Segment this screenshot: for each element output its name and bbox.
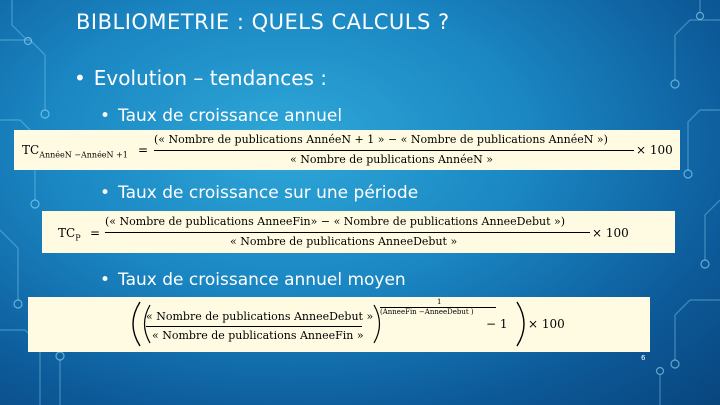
formula3-multiplier: × 100 — [528, 317, 565, 331]
formula1-lhs-subscript: AnnéeN −AnnéeN +1 — [39, 150, 128, 160]
formula1-equals: = — [138, 143, 149, 157]
bullet-evolution — [74, 66, 327, 90]
formula3-numerator: « Nombre de publications AnneeDebut » — [146, 310, 374, 323]
bullet-period-growth — [100, 183, 418, 203]
page-number: 6 — [641, 354, 646, 362]
formula2-lhs-main: TC — [58, 226, 76, 240]
formula1-numerator: (« Nombre de publications AnnéeN + 1 » − « Nombre de publications AnnéeN ») — [154, 133, 608, 146]
formula2-denominator: « Nombre de publications AnneeDebut » — [230, 235, 458, 248]
slide-title: BIBLIOMETRIE : QUELS CALCULS ? — [76, 10, 450, 34]
bullet-period-growth-text: Taux de croissance sur une période — [118, 183, 419, 203]
bullet-dot: • — [100, 183, 111, 203]
formula2-lhs-subscript: P — [75, 233, 81, 243]
bullet-evolution-text: Evolution – tendances : — [93, 66, 328, 90]
formula2-multiplier: × 100 — [592, 226, 629, 240]
bullet-dot: • — [100, 270, 111, 290]
bullet-dot: • — [74, 66, 86, 90]
formula2-lhs — [58, 226, 81, 242]
bullet-annual-growth — [100, 106, 342, 126]
formula3-exponent-denominator: (AnneeFin −AnneeDebut ) — [380, 308, 474, 316]
formula1-lhs — [22, 143, 128, 159]
formula-annual-growth — [14, 130, 680, 170]
formula1-multiplier: × 100 — [636, 143, 673, 157]
formula1-denominator: « Nombre de publications AnnéeN » — [290, 153, 493, 166]
bullet-dot: • — [100, 106, 111, 126]
formula-period-growth — [42, 211, 675, 253]
formula3-denominator: « Nombre de publications AnneeFin » — [152, 329, 364, 342]
formula-mean-annual-growth — [28, 297, 650, 352]
formula2-fraction-bar — [105, 232, 590, 233]
formula3-minus-one: − 1 — [486, 317, 508, 331]
formula3-exponent-numerator: 1 — [437, 298, 442, 306]
formula1-lhs-main: TC — [22, 143, 40, 157]
bullet-mean-annual-growth — [100, 270, 406, 290]
formula1-fraction-bar — [154, 150, 634, 151]
formula3-fraction-bar — [146, 326, 362, 327]
formula2-equals: = — [90, 226, 101, 240]
bullet-annual-growth-text: Taux de croissance annuel — [118, 106, 343, 126]
formula2-numerator: (« Nombre de publications AnneeFin» − « Nombre de publications AnneeDebut ») — [105, 215, 566, 228]
bullet-mean-annual-growth-text: Taux de croissance annuel moyen — [118, 270, 406, 290]
